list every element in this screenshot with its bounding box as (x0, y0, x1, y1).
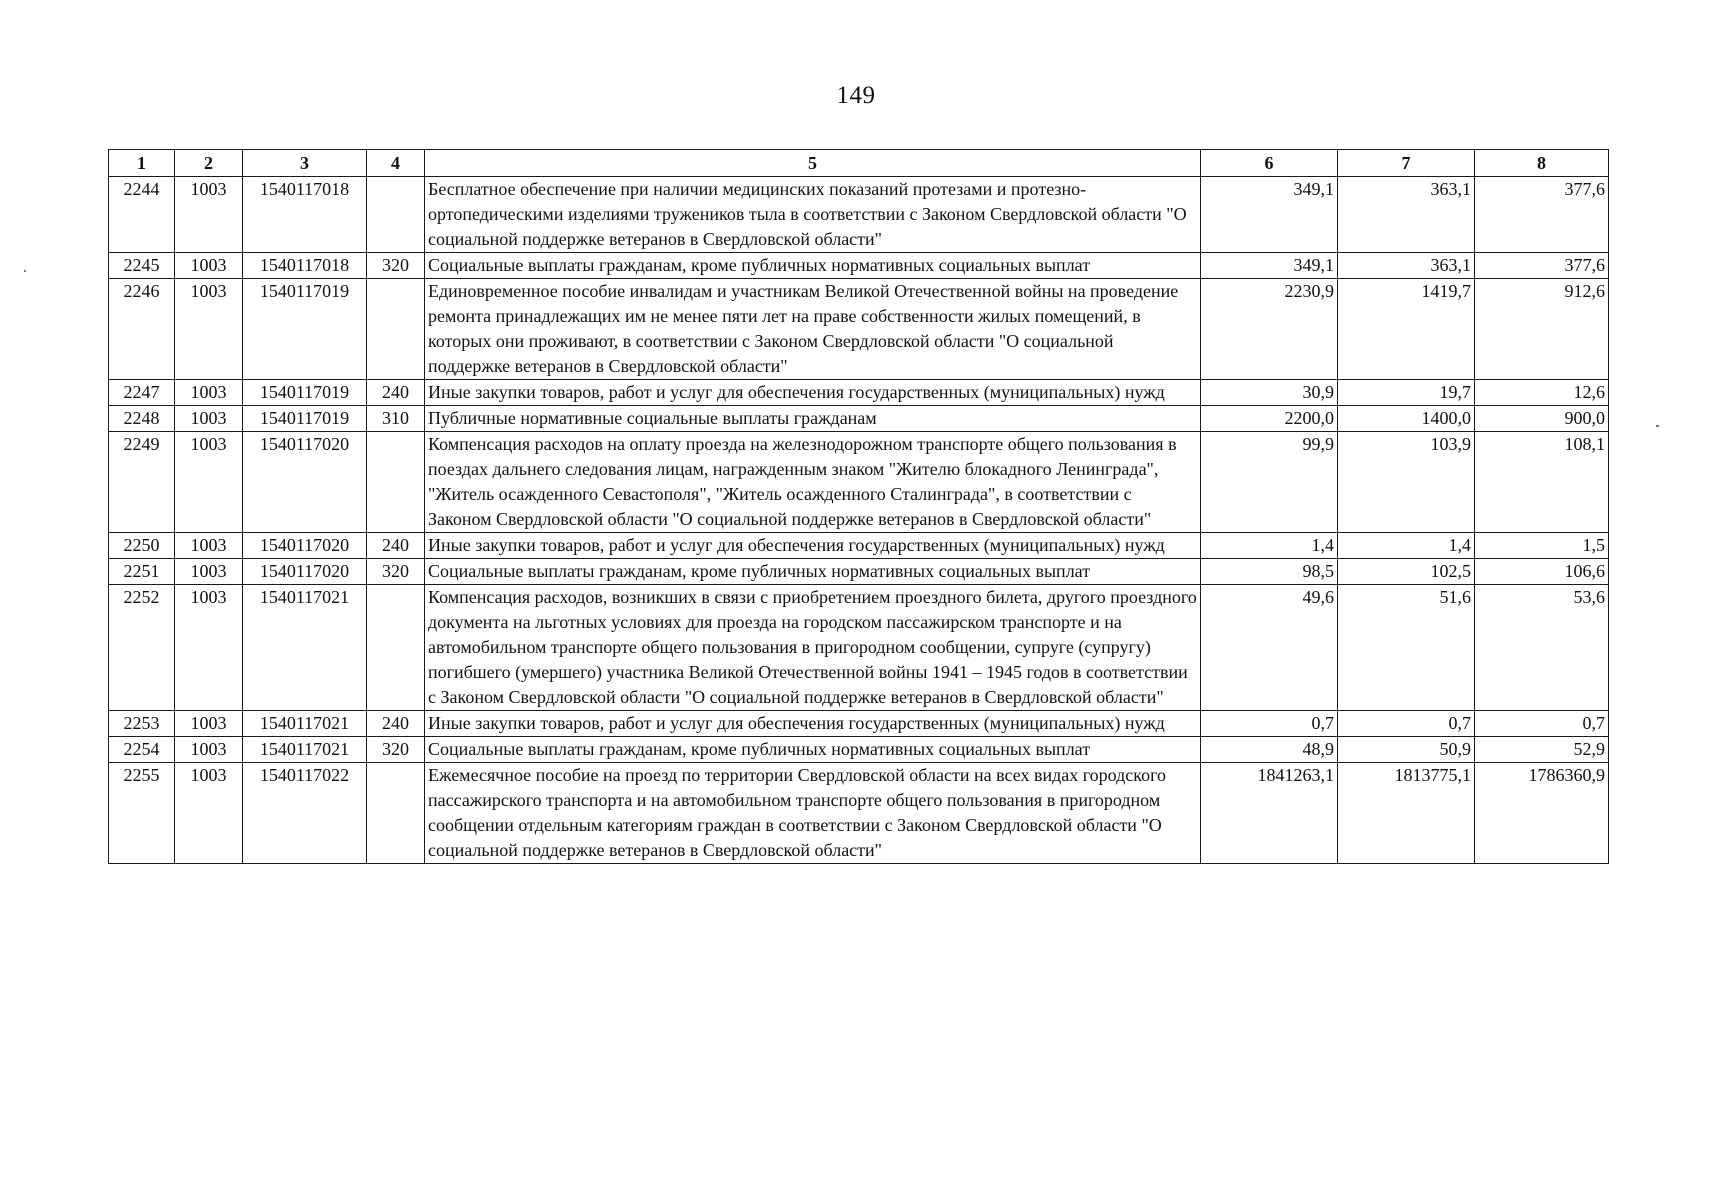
cell-expense-type (367, 177, 425, 253)
cell-amount-col8: 900,0 (1475, 406, 1609, 432)
cell-section-code: 1003 (175, 380, 243, 406)
table-row (109, 406, 1609, 432)
cell-amount-col8: 377,6 (1475, 177, 1609, 253)
cell-section-code: 1003 (175, 559, 243, 585)
cell-amount-col7: 1400,0 (1338, 406, 1475, 432)
cell-amount-col6: 98,5 (1201, 559, 1338, 585)
cell-line-number: 2255 (109, 763, 175, 864)
cell-target-article: 1540117019 (243, 380, 367, 406)
cell-amount-col7: 363,1 (1338, 177, 1475, 253)
header-col-6: 6 (1201, 150, 1338, 177)
cell-amount-col8: 106,6 (1475, 559, 1609, 585)
cell-expense-type: 320 (367, 737, 425, 763)
cell-amount-col8: 53,6 (1475, 585, 1609, 711)
cell-amount-col8: 52,9 (1475, 737, 1609, 763)
cell-expense-type: 320 (367, 559, 425, 585)
cell-amount-col8: 12,6 (1475, 380, 1609, 406)
cell-target-article: 1540117019 (243, 406, 367, 432)
header-row (109, 150, 1609, 177)
cell-target-article: 1540117020 (243, 533, 367, 559)
cell-amount-col7: 51,6 (1338, 585, 1475, 711)
cell-description: Компенсация расходов на оплату проезда на железнодорожном транспорте общего пользования в поездах дальнего следования лицам, награжденным знаком "Жителю блокадного Ленинграда", "Житель осажденного Севастополя", "Житель осажденного Сталинграда", в соответствии с Законом Свердловской области "О социальной поддержке ветеранов в Свердловской области" (425, 432, 1201, 533)
cell-amount-col6: 0,7 (1201, 711, 1338, 737)
cell-section-code: 1003 (175, 432, 243, 533)
cell-amount-col6: 2200,0 (1201, 406, 1338, 432)
cell-expense-type: 320 (367, 253, 425, 279)
cell-description: Публичные нормативные социальные выплаты гражданам (425, 406, 1201, 432)
cell-amount-col7: 1,4 (1338, 533, 1475, 559)
scan-speck (1656, 425, 1659, 427)
cell-amount-col7: 102,5 (1338, 559, 1475, 585)
table-row (109, 432, 1609, 533)
cell-amount-col8: 377,6 (1475, 253, 1609, 279)
cell-description: Социальные выплаты гражданам, кроме публичных нормативных социальных выплат (425, 253, 1201, 279)
cell-expense-type: 240 (367, 711, 425, 737)
cell-amount-col6: 1,4 (1201, 533, 1338, 559)
cell-line-number: 2250 (109, 533, 175, 559)
table-row (109, 711, 1609, 737)
cell-target-article: 1540117021 (243, 737, 367, 763)
cell-expense-type (367, 432, 425, 533)
cell-section-code: 1003 (175, 533, 243, 559)
table-row (109, 177, 1609, 253)
cell-amount-col7: 363,1 (1338, 253, 1475, 279)
header-col-4: 4 (367, 150, 425, 177)
table-header (109, 150, 1609, 177)
table-row (109, 279, 1609, 380)
page-number: 149 (836, 82, 876, 109)
cell-amount-col6: 1841263,1 (1201, 763, 1338, 864)
cell-amount-col8: 1786360,9 (1475, 763, 1609, 864)
table-row (109, 559, 1609, 585)
cell-line-number: 2247 (109, 380, 175, 406)
cell-amount-col7: 103,9 (1338, 432, 1475, 533)
cell-amount-col8: 0,7 (1475, 711, 1609, 737)
cell-section-code: 1003 (175, 177, 243, 253)
cell-line-number: 2245 (109, 253, 175, 279)
cell-amount-col6: 349,1 (1201, 253, 1338, 279)
cell-expense-type: 240 (367, 533, 425, 559)
cell-amount-col8: 108,1 (1475, 432, 1609, 533)
cell-section-code: 1003 (175, 253, 243, 279)
table-row (109, 737, 1609, 763)
cell-description: Единовременное пособие инвалидам и участникам Великой Отечественной войны на проведение ремонта принадлежащих им не менее пяти лет на праве собственности жилых помещений, в которых они проживают, в соответствии с Законом Свердловской области "О социальной поддержке ветеранов в Свердловской области" (425, 279, 1201, 380)
cell-amount-col7: 1419,7 (1338, 279, 1475, 380)
cell-amount-col6: 48,9 (1201, 737, 1338, 763)
cell-section-code: 1003 (175, 763, 243, 864)
cell-amount-col7: 1813775,1 (1338, 763, 1475, 864)
cell-amount-col7: 19,7 (1338, 380, 1475, 406)
cell-target-article: 1540117018 (243, 177, 367, 253)
header-col-2: 2 (175, 150, 243, 177)
cell-description: Бесплатное обеспечение при наличии медицинских показаний протезами и протезно-ортопедическими изделиями тружеников тыла в соответствии с Законом Свердловской области "О социальной поддержке ветеранов в Свердловской области" (425, 177, 1201, 253)
cell-target-article: 1540117022 (243, 763, 367, 864)
cell-line-number: 2253 (109, 711, 175, 737)
header-col-5: 5 (425, 150, 1201, 177)
cell-line-number: 2248 (109, 406, 175, 432)
table-row (109, 763, 1609, 864)
cell-section-code: 1003 (175, 585, 243, 711)
cell-expense-type (367, 585, 425, 711)
cell-target-article: 1540117018 (243, 253, 367, 279)
cell-amount-col6: 99,9 (1201, 432, 1338, 533)
cell-line-number: 2246 (109, 279, 175, 380)
cell-description: Иные закупки товаров, работ и услуг для обеспечения государственных (муниципальных) нужд (425, 380, 1201, 406)
cell-target-article: 1540117020 (243, 559, 367, 585)
header-col-1: 1 (109, 150, 175, 177)
table-row (109, 380, 1609, 406)
cell-description: Социальные выплаты гражданам, кроме публичных нормативных социальных выплат (425, 737, 1201, 763)
cell-target-article: 1540117021 (243, 711, 367, 737)
cell-expense-type: 240 (367, 380, 425, 406)
cell-amount-col7: 50,9 (1338, 737, 1475, 763)
header-col-7: 7 (1338, 150, 1475, 177)
cell-amount-col8: 1,5 (1475, 533, 1609, 559)
cell-line-number: 2251 (109, 559, 175, 585)
cell-line-number: 2249 (109, 432, 175, 533)
scan-speck (24, 270, 26, 272)
cell-section-code: 1003 (175, 737, 243, 763)
cell-amount-col7: 0,7 (1338, 711, 1475, 737)
budget-table (108, 149, 1609, 864)
cell-expense-type: 310 (367, 406, 425, 432)
cell-amount-col8: 912,6 (1475, 279, 1609, 380)
cell-line-number: 2252 (109, 585, 175, 711)
cell-expense-type (367, 279, 425, 380)
table-row (109, 585, 1609, 711)
header-col-3: 3 (243, 150, 367, 177)
table-row (109, 533, 1609, 559)
cell-section-code: 1003 (175, 406, 243, 432)
cell-description: Ежемесячное пособие на проезд по территории Свердловской области на всех видах городского пассажирского транспорта и на автомобильном транспорте общего пользования в пригородном сообщении отдельным категориям граждан в соответствии с Законом Свердловской области "О социальной поддержке ветеранов в Свердловской области" (425, 763, 1201, 864)
cell-amount-col6: 349,1 (1201, 177, 1338, 253)
table-row (109, 253, 1609, 279)
header-col-8: 8 (1475, 150, 1609, 177)
cell-description: Социальные выплаты гражданам, кроме публичных нормативных социальных выплат (425, 559, 1201, 585)
cell-expense-type (367, 763, 425, 864)
cell-target-article: 1540117021 (243, 585, 367, 711)
cell-description: Иные закупки товаров, работ и услуг для обеспечения государственных (муниципальных) нужд (425, 533, 1201, 559)
table-body (109, 177, 1609, 864)
cell-amount-col6: 2230,9 (1201, 279, 1338, 380)
cell-line-number: 2254 (109, 737, 175, 763)
cell-amount-col6: 49,6 (1201, 585, 1338, 711)
cell-line-number: 2244 (109, 177, 175, 253)
cell-section-code: 1003 (175, 279, 243, 380)
cell-description: Компенсация расходов, возникших в связи с приобретением проездного билета, другого проездного документа на льготных условиях для проезда на городском пассажирском транспорте и на автомобильном транспорте общего пользования в пригородном сообщении, супруге (супругу) погибшего (умершего) участника Великой Отечественной войны 1941 – 1945 годов в соответствии с Законом Свердловской области "О социальной поддержке ветеранов в Свердловской области" (425, 585, 1201, 711)
cell-target-article: 1540117020 (243, 432, 367, 533)
cell-target-article: 1540117019 (243, 279, 367, 380)
cell-description: Иные закупки товаров, работ и услуг для обеспечения государственных (муниципальных) нужд (425, 711, 1201, 737)
cell-amount-col6: 30,9 (1201, 380, 1338, 406)
cell-section-code: 1003 (175, 711, 243, 737)
